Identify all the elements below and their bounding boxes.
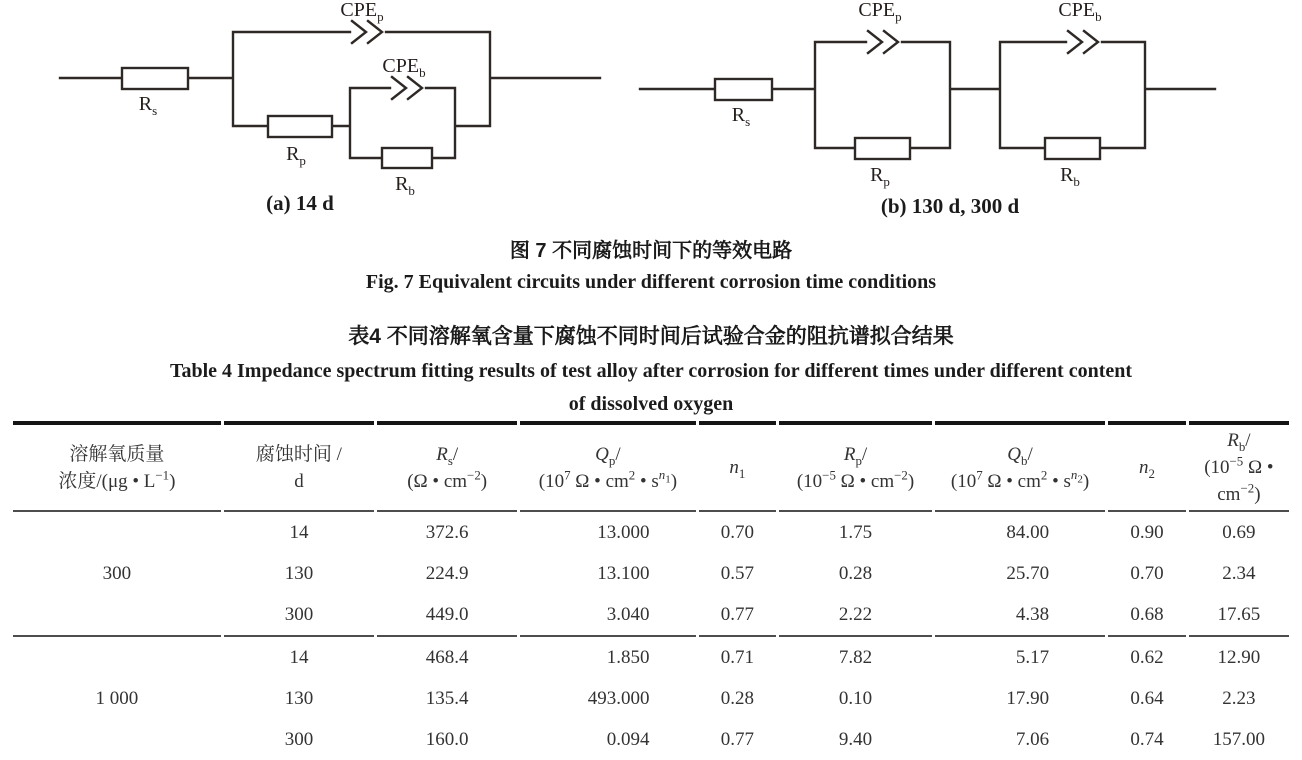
cell-n1: 0.70 xyxy=(720,521,754,543)
cell-n1: 0.28 xyxy=(720,687,754,709)
cell-time: 14 xyxy=(289,646,309,668)
cell-n2: 0.70 xyxy=(1130,562,1164,584)
header-line: $n_2$ xyxy=(1138,457,1155,481)
label-rp: $R_p$ xyxy=(870,164,890,189)
cell-time: 14 xyxy=(289,521,309,543)
cell-n2: 0.64 xyxy=(1130,687,1164,709)
label-rb: $R_b$ xyxy=(1060,164,1080,189)
cell-rs: 372.6 xyxy=(425,521,469,543)
header-line: 腐蚀时间 / xyxy=(255,443,342,465)
label-cpep: $CPE_p$ xyxy=(340,0,384,24)
cell-rs: 468.4 xyxy=(425,646,469,668)
col-header-rb xyxy=(1189,421,1289,512)
header-row xyxy=(13,421,1289,512)
cell-time: 300 xyxy=(224,594,374,637)
cell-time: 300 xyxy=(224,719,374,760)
resistor-box-rs xyxy=(715,79,772,100)
circuit-a-caption: (a) 14 d xyxy=(266,191,334,215)
cell-rb: 0.69 xyxy=(1222,521,1256,543)
cell-n1: 0.77 xyxy=(699,719,777,760)
label-cpeb: $CPE_b$ xyxy=(1058,0,1102,24)
cell-n2: 0.62 xyxy=(1130,646,1164,668)
header-line: ($10^{-5}$ Ω • $cm^{-2}$) xyxy=(1204,453,1274,505)
resistor-box-rs xyxy=(122,68,188,89)
cell-n2: 0.74 xyxy=(1108,719,1186,760)
label-rs: $R_s$ xyxy=(138,93,158,118)
header-line: $R_b/$ xyxy=(1227,430,1251,454)
resistor-box-rb xyxy=(382,148,432,168)
cell-concentration: 1 000 xyxy=(13,637,221,760)
cell-qp: 1.850 xyxy=(606,646,650,668)
cell-qb: 25.70 xyxy=(1006,562,1050,584)
col-header-rp xyxy=(779,421,932,512)
header-line: $Q_b/$ xyxy=(1007,443,1033,468)
cell-rp: 0.28 xyxy=(838,562,873,584)
header-line: ($10^{-5}$ Ω • $cm^{-2}$) xyxy=(796,467,915,492)
header-line: d xyxy=(294,470,304,492)
header-line: $R_p/$ xyxy=(843,443,868,468)
cell-time: 130 xyxy=(284,687,314,709)
header-line: 浓度/(μg • $L^{-1}$) xyxy=(58,467,176,492)
label-rb: $R_b$ xyxy=(395,173,415,198)
col-header-rs xyxy=(377,421,517,512)
header-line: $Q_p/$ xyxy=(595,443,621,468)
label-cpeb: $CPE_b$ xyxy=(382,55,426,80)
table-caption-zh: 表4 不同溶解氧含量下腐蚀不同时间后试验合金的阻抗谱拟合结果 xyxy=(348,325,954,348)
header-line: ($10^7$ Ω • $cm^2$ • $s^{n_2}$) xyxy=(950,467,1090,492)
impedance-fitting-table xyxy=(10,421,1292,760)
figure-caption-en: Fig. 7 Equivalent circuits under different corrosion time conditions xyxy=(365,271,937,293)
cell-qb: 17.90 xyxy=(1006,687,1050,709)
col-header-n1 xyxy=(699,421,777,512)
cell-rp: 7.82 xyxy=(838,646,873,668)
cell-rs: 160.0 xyxy=(377,719,517,760)
col-header-n2 xyxy=(1108,421,1186,512)
cell-rp: 1.75 xyxy=(838,521,873,543)
cell-n1: 0.71 xyxy=(720,646,754,668)
cell-n2: 0.90 xyxy=(1130,521,1164,543)
cpe-symbol-icon xyxy=(1068,31,1098,53)
figure-caption-zh: 图 7 不同腐蚀时间下的等效电路 xyxy=(509,240,793,262)
cell-qp: 493.000 xyxy=(587,687,650,709)
cell-rs: 224.9 xyxy=(425,562,469,584)
cell-concentration: 300 xyxy=(13,512,221,637)
cell-rb: 2.23 xyxy=(1222,687,1256,709)
cpe-symbol-icon xyxy=(868,31,898,53)
cell-rb: 17.65 xyxy=(1189,594,1289,637)
header-line: $R_s/$ xyxy=(436,443,459,468)
header-line: ($10^7$ Ω • $cm^2$ • $s^{n_1}$) xyxy=(538,467,678,492)
circuit-b xyxy=(640,31,1215,159)
cell-qp: 3.040 xyxy=(520,594,695,637)
cell-rb: 12.90 xyxy=(1217,646,1261,668)
resistor-box-rp xyxy=(268,116,332,137)
cell-rs: 449.0 xyxy=(377,594,517,637)
cell-qb: 7.06 xyxy=(935,719,1105,760)
cell-n2: 0.68 xyxy=(1108,594,1186,637)
circuit-b-caption: (b) 130 d, 300 d xyxy=(880,194,1020,218)
table-caption-en-line1: Table 4 Impedance spectrum fitting results of test alloy after corrosion for different times under different content xyxy=(169,360,1133,382)
label-rp: $R_p$ xyxy=(286,143,306,168)
resistor-box-rb xyxy=(1045,138,1100,159)
cell-qb: 5.17 xyxy=(1015,646,1050,668)
cell-n1: 0.77 xyxy=(699,594,777,637)
col-header-time xyxy=(224,421,374,512)
col-header-concentration xyxy=(13,421,221,512)
table-caption-en-line2: of dissolved oxygen xyxy=(568,393,734,415)
cpe-symbol-icon xyxy=(352,21,382,43)
table-row xyxy=(13,512,1289,553)
col-header-qb xyxy=(935,421,1105,512)
cell-rs: 135.4 xyxy=(425,687,469,709)
cell-qp: 0.094 xyxy=(520,719,695,760)
cell-qp: 13.000 xyxy=(597,521,650,543)
cell-rp: 0.10 xyxy=(838,687,873,709)
cpe-symbol-icon xyxy=(392,77,422,99)
cell-qp: 13.100 xyxy=(597,562,650,584)
circuit-b-labels xyxy=(732,0,1102,218)
cell-rb: 157.00 xyxy=(1189,719,1289,760)
col-header-qp xyxy=(520,421,695,512)
cell-qb: 4.38 xyxy=(935,594,1105,637)
cell-rp: 9.40 xyxy=(779,719,932,760)
cell-time: 130 xyxy=(284,562,314,584)
label-cpep: $CPE_p$ xyxy=(858,0,902,24)
cell-n1: 0.57 xyxy=(720,562,754,584)
cell-qb: 84.00 xyxy=(1006,521,1050,543)
cell-rp: 2.22 xyxy=(779,594,932,637)
resistor-box-rp xyxy=(855,138,910,159)
header-line: 溶解氧质量 xyxy=(69,443,165,465)
equivalent-circuits-figure xyxy=(0,0,1302,228)
table-row xyxy=(13,637,1289,678)
header-line: (Ω • $cm^{-2}$) xyxy=(407,467,488,492)
label-rs: $R_s$ xyxy=(731,104,751,129)
header-line: $n_1$ xyxy=(729,457,746,481)
cell-rb: 2.34 xyxy=(1222,562,1256,584)
